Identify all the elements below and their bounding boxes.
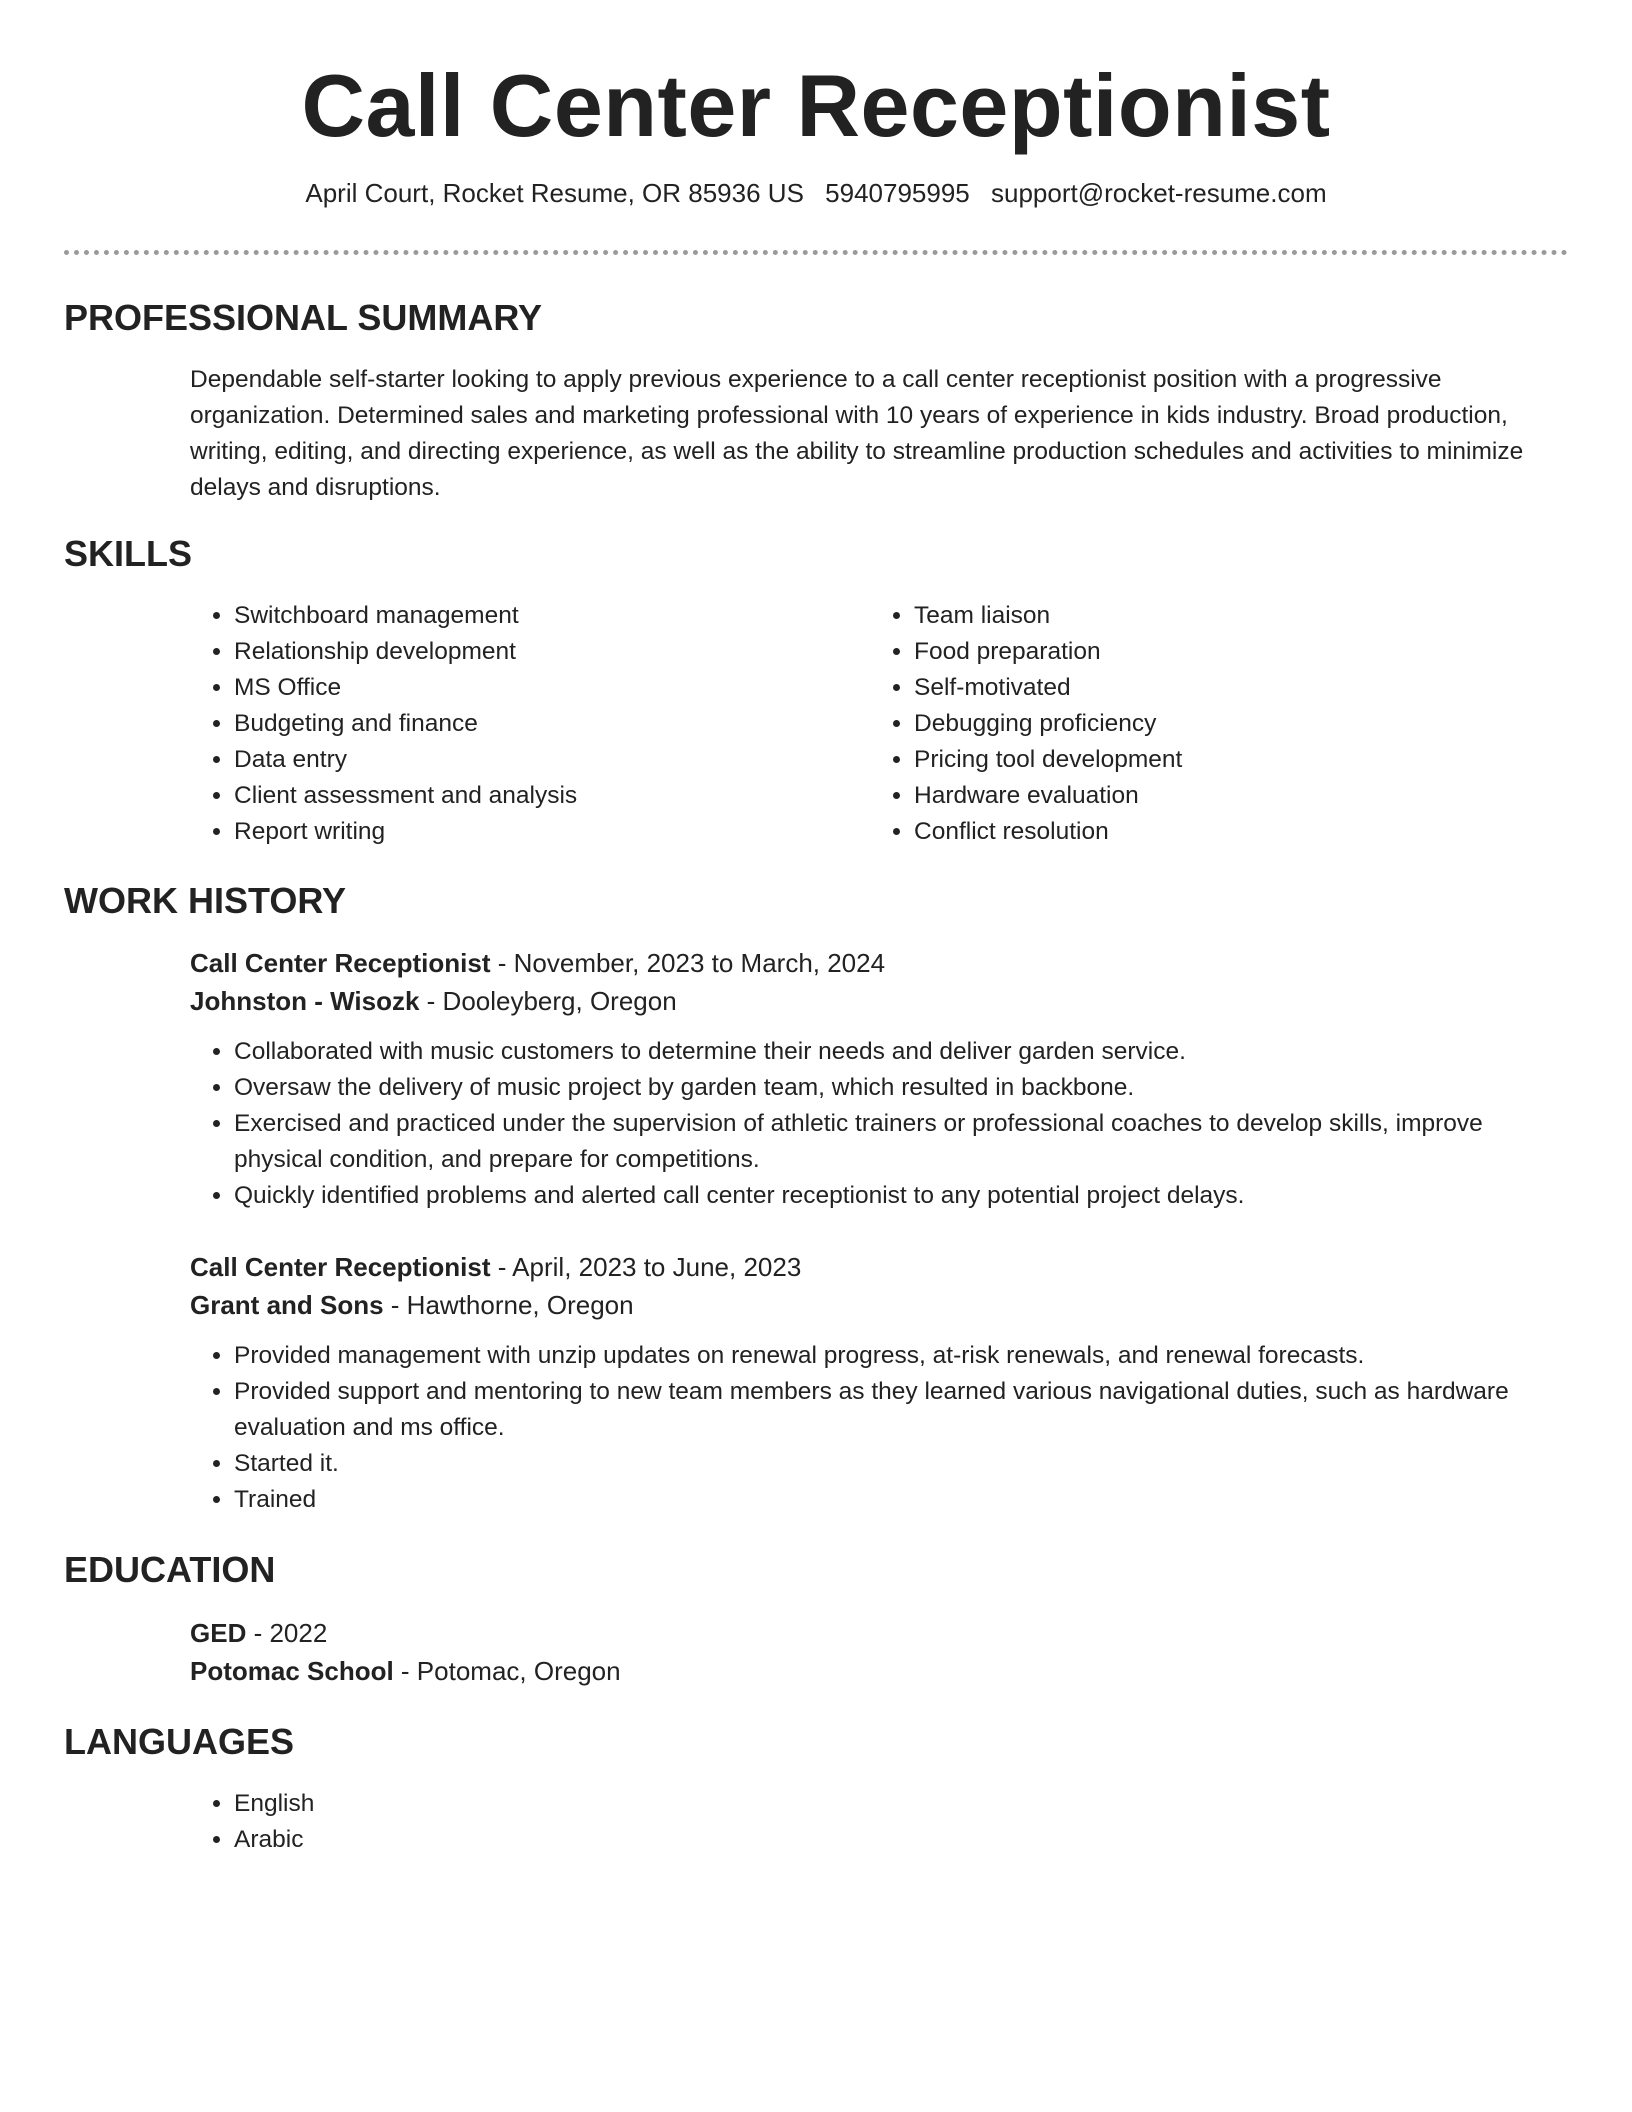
skill-item: • MS Office	[234, 670, 870, 706]
education-school-line	[190, 1652, 1568, 1690]
languages-heading: LANGUAGES	[64, 1721, 295, 1762]
summary-text: Dependable self-starter looking to apply previous experience to a call center receptionist position with a progressive organization. Determined sales and marketing professional with 10 years of experience in kids industry. Broad production, writing, editing, and directing experience, as well as the ability to streamline production schedules and activities to minimize delays and disruptions.	[190, 366, 1524, 501]
skill-item: • Data entry	[234, 742, 870, 778]
job-title: Call Center Receptionist	[190, 1252, 491, 1282]
job-location: - Hawthorne, Oregon	[383, 1290, 634, 1320]
skill-item: • Food preparation	[914, 634, 1550, 670]
language-item: • Arabic	[234, 1822, 1568, 1858]
job-entry	[190, 1248, 1568, 1518]
skills-column-left	[190, 598, 870, 850]
contact-address: April Court, Rocket Resume, OR 85936 US	[305, 178, 804, 208]
skill-item: • Budgeting and finance	[234, 706, 870, 742]
skills-column-right	[870, 598, 1550, 850]
skill-item: • Report writing	[234, 814, 870, 850]
job-entry	[190, 944, 1568, 1214]
skill-item: • Relationship development	[234, 634, 870, 670]
skill-item: • Pricing tool development	[914, 742, 1550, 778]
skill-item: • Switchboard management	[234, 598, 870, 634]
job-bullet: • Exercised and practiced under the supervision of athletic trainers or professional coaches to develop skills, improve physical condition, and prepare for competitions.	[234, 1106, 1568, 1178]
job-location: - Dooleyberg, Oregon	[419, 986, 677, 1016]
job-bullet: • Collaborated with music customers to determine their needs and deliver garden service.	[234, 1034, 1568, 1070]
contact-phone: 5940795995	[825, 178, 970, 208]
job-bullet: • Quickly identified problems and alerted call center receptionist to any potential project delays.	[234, 1178, 1568, 1214]
skill-item: • Client assessment and analysis	[234, 778, 870, 814]
job-dates: - April, 2023 to June, 2023	[490, 1252, 802, 1282]
skills-heading: SKILLS	[64, 533, 193, 574]
job-dates: - November, 2023 to March, 2024	[490, 948, 886, 978]
job-bullet: • Provided management with unzip updates on renewal progress, at-risk renewals, and renewal forecasts.	[234, 1338, 1568, 1374]
job-bullet: • Provided support and mentoring to new team members as they learned various navigational duties, such as hardware evaluation and ms office.	[234, 1374, 1568, 1446]
education-location: - Potomac, Oregon	[393, 1656, 621, 1686]
skill-item: • Team liaison	[914, 598, 1550, 634]
education-entry	[190, 1614, 1568, 1690]
job-bullet: • Started it.	[234, 1446, 1568, 1482]
skills-list	[190, 598, 1568, 850]
skill-item: • Debugging proficiency	[914, 706, 1550, 742]
summary-heading: PROFESSIONAL SUMMARY	[64, 297, 543, 338]
header-divider	[64, 250, 1568, 255]
education-heading: EDUCATION	[64, 1549, 276, 1590]
job-bullet: • Oversaw the delivery of music project by garden team, which resulted in backbone.	[234, 1070, 1568, 1106]
job-company-line	[190, 982, 1568, 1020]
resume-page	[64, 0, 1568, 1853]
candidate-name: Call Center Receptionist	[301, 56, 1331, 155]
skill-item: • Hardware evaluation	[914, 778, 1550, 814]
education-degree-line	[190, 1614, 1568, 1652]
job-title: Call Center Receptionist	[190, 948, 491, 978]
languages-list	[190, 1786, 1568, 1858]
job-bullet: • Trained	[234, 1482, 1568, 1518]
language-item: • English	[234, 1786, 1568, 1822]
job-bullets	[190, 1338, 1568, 1518]
languages-bullets	[190, 1786, 1568, 1858]
job-company: Grant and Sons	[190, 1290, 384, 1320]
job-company-line	[190, 1286, 1568, 1324]
job-bullets	[190, 1034, 1568, 1214]
education-year: - 2022	[246, 1618, 328, 1648]
work-heading: WORK HISTORY	[64, 880, 347, 921]
job-company: Johnston - Wisozk	[190, 986, 420, 1016]
contact-line	[64, 176, 1568, 210]
job-title-line	[190, 1248, 1568, 1286]
education-degree: GED	[190, 1618, 247, 1648]
education-school: Potomac School	[190, 1656, 394, 1686]
job-title-line	[190, 944, 1568, 982]
contact-email: support@rocket-resume.com	[991, 178, 1327, 208]
skill-item: • Self-motivated	[914, 670, 1550, 706]
skill-item: • Conflict resolution	[914, 814, 1550, 850]
